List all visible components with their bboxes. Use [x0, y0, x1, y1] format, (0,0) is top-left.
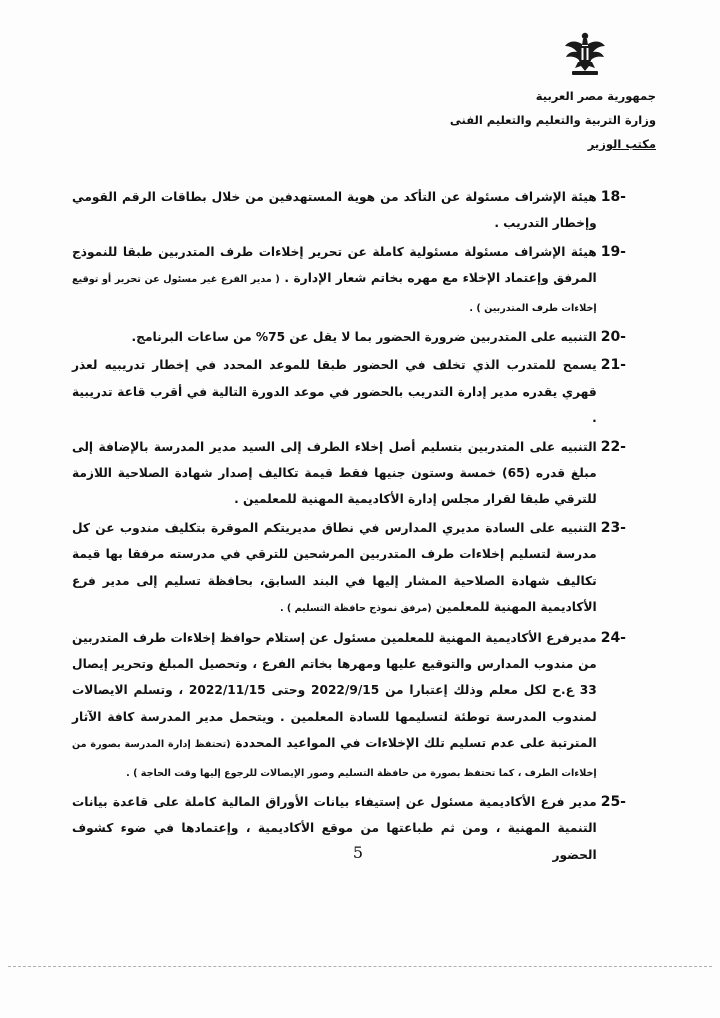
item-text-wrapper	[72, 515, 597, 623]
scan-edge-divider	[8, 966, 712, 967]
eagle-emblem-icon	[563, 30, 607, 76]
office-name: مكتب الوزير	[587, 137, 656, 151]
list-item	[72, 625, 626, 787]
list-item	[72, 184, 626, 237]
document-body	[72, 184, 626, 870]
item-text: التنبيه على المتدربين بتسليم أصل إخلاء الطرف إلى السيد مدير المدرسة بالإضافة إلى مبلغ قدره (65) خمسة وستون جنيها فقط قيمة تكاليف إصدار شهادة الصلاحية اللازمة للترقي طبقا لقرار مجلس إدارة الأكاديمية المهنية للمعلمين .	[72, 439, 597, 507]
item-text: مدير فرع الأكاديمية مسئول عن إستيفاء بيانات الأوراق المالية كاملة على قاعدة بيانات التنمية المهنية ، ومن ثم طباعتها من موقع الأكاديمية ، وإعتمادها في ضوء كشوف الحضور	[72, 794, 597, 862]
ministry-header	[396, 84, 656, 156]
item-text: التنبيه على المتدربين ضرورة الحضور بما لا يقل عن 75% من ساعات البرنامج.	[131, 330, 597, 345]
item-number: 19-	[600, 243, 626, 260]
item-text-wrapper	[72, 789, 597, 868]
list-item	[72, 239, 626, 322]
item-text: يسمح للمتدرب الذي تخلف في الحضور طبقا للموعد المحدد في إخطار تدريبيه لعذر قهري يقدره مدير إدارة التدريب بالحضور في موعد الدورة التالية في أقرب قاعة تدريبية .	[72, 358, 597, 426]
item-number: 25-	[600, 793, 626, 810]
item-text-wrapper	[72, 184, 597, 237]
item-number: 18-	[600, 189, 626, 205]
item-text-wrapper	[72, 352, 597, 431]
item-text: هيئة الإشراف مسئولة مسئولية كاملة عن تحرير إخلاءات طرف المتدربين طبقا للنموذج المرفق وإعتماد الإخلاء مع مهره بخاتم شعار الإدارة .	[72, 244, 597, 286]
item-text: التنبيه على السادة مديري المدارس في نطاق مديريتكم الموقرة بتكليف مندوب عن كل مدرسة لتسليم إخلاءات طرف المتدربين المرشحين للترقي في مدرسته مرفقا بها قيمة تكاليف شهادة الصلاحية المشار إليها في البند السابق، بحافظة تسليم إلى مدير فرع الأكاديمية المهنية للمعلمين	[72, 520, 597, 615]
country-name: جمهورية مصر العربية	[535, 89, 656, 103]
page-number: 5	[352, 843, 364, 862]
item-number: 20-	[600, 329, 626, 346]
list-item	[72, 434, 626, 513]
item-number: 23-	[600, 519, 626, 536]
item-number: 24-	[600, 629, 626, 646]
item-text-wrapper	[72, 434, 597, 513]
item-number: 22-	[600, 438, 626, 455]
ministry-name: وزارة التربية والتعليم والتعليم الفنى	[449, 113, 656, 127]
item-text: مديرفرع الأكاديمية المهنية للمعلمين مسئول عن إستلام حوافظ إخلاءات طرف المتدربين من مندوب المدارس والتوقيع عليها ومهرها بخاتم الفرع ، وتحصيل المبلغ وتحرير إيصال 33 ع.ح لكل معلم وذلك إعتبارا من 2022/9/15 وحتى 2022/11/15 ، وتسلم الايصالات لمندوب المدرسة توطئة لتسليمها للسادة المعلمين . ويتحمل مدير المدرسة كافة الآثار المترتبة على عدم تسليم تلك الإخلاءات في المواعيد المحددة	[72, 630, 597, 751]
list-item	[72, 515, 626, 623]
item-text: هيئة الإشراف مسئولة عن التأكد من هوية المستهدفين من خلال بطاقات الرقم القومي وإخطار التدريب .	[72, 190, 597, 231]
item-note: ( مدير الفرع غير مسئول عن تحرير أو توقيع إخلاءات طرف المتدربين ) .	[72, 274, 597, 314]
item-number: 21-	[600, 357, 626, 374]
item-note: (مرفق نموذج حافظة التسليم ) .	[279, 603, 432, 615]
item-text-wrapper	[72, 625, 597, 787]
list-item	[72, 324, 626, 350]
item-text-wrapper	[72, 239, 597, 322]
item-text-wrapper	[72, 324, 597, 350]
item-note: (تحتفظ إدارة المدرسة بصورة من إخلاءات الطرف ، كما تحتفظ بصورة من حافظة التسليم وصور الإيصالات للرجوع إليها وقت الحاجة ) .	[72, 739, 597, 779]
list-item	[72, 352, 626, 431]
